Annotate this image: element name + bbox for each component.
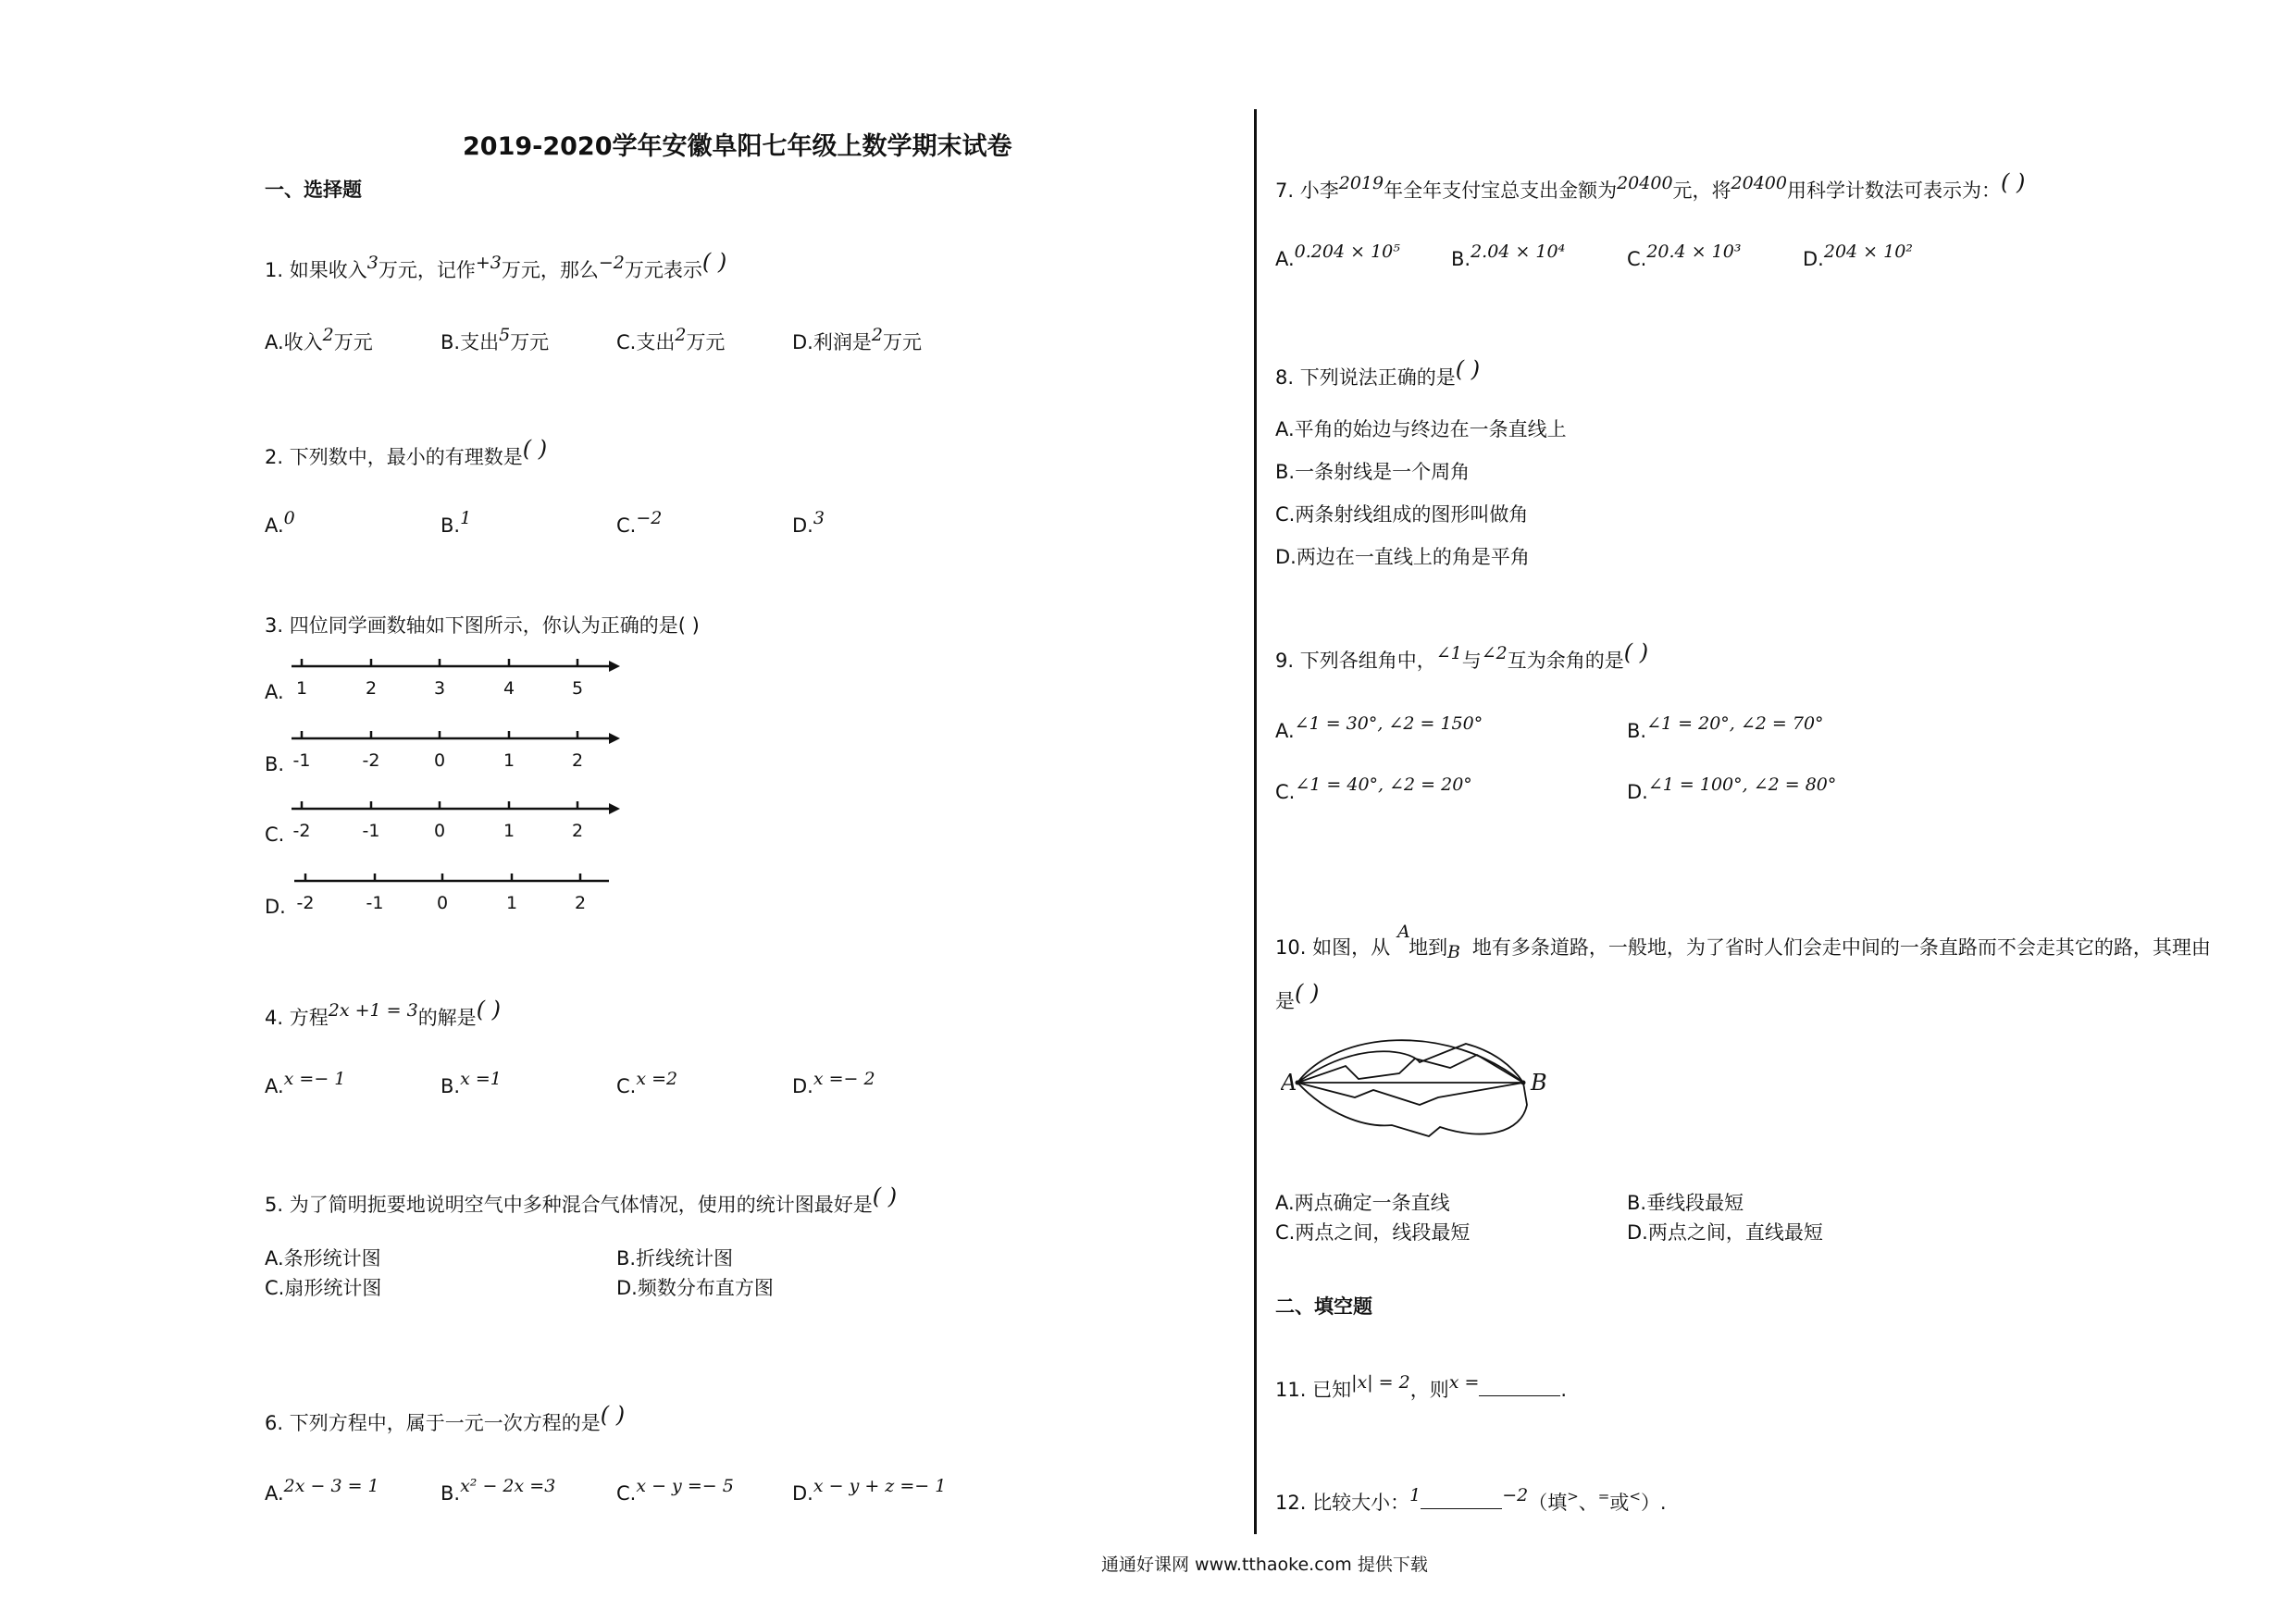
q9-option-d[interactable]: D.∠1 = 100°, ∠2 = 80°: [1627, 774, 1837, 803]
q2-option-b[interactable]: B.1: [441, 508, 472, 537]
question-10-line2: 是( ): [1275, 980, 1320, 1012]
tick-label: 0: [433, 750, 446, 771]
tick-label: 1: [503, 750, 515, 771]
q10-option-d[interactable]: D.两点之间，直线最短: [1627, 1221, 1823, 1244]
q1-option-c[interactable]: C.支出2万元: [616, 325, 726, 353]
q10-option-b[interactable]: B.垂线段最短: [1627, 1192, 1744, 1214]
q4-option-d[interactable]: D.x =− 2: [792, 1069, 875, 1097]
question-7: 7. 小李2019年全年支付宝总支出金额为20400元，将20400用科学计数法可表示为：( ): [1275, 169, 2026, 202]
q3-option-a-label[interactable]: A.: [265, 681, 284, 703]
footer-credit: 通通好课网 www.tthaoke.com 提供下载: [1101, 1555, 1428, 1575]
answer-blank[interactable]: [1479, 1377, 1560, 1396]
page-title: 2019-2020学年安徽阜阳七年级上数学期末试卷: [463, 132, 1012, 161]
tick-label: -1: [366, 893, 384, 913]
tick-label: -2: [296, 893, 315, 913]
section-heading-choice: 一、选择题: [265, 179, 362, 201]
q3-number-line-b: [287, 722, 620, 777]
q3-option-d-label[interactable]: D.: [265, 896, 286, 918]
point-a-label: A: [1281, 1070, 1297, 1096]
tick-label: 2: [365, 678, 378, 699]
q10-math-a: A: [1397, 922, 1410, 942]
q3-number-line-d: [287, 864, 620, 920]
q1-option-d[interactable]: D.利润是2万元: [792, 325, 922, 353]
tick-label: 5: [571, 678, 584, 699]
q5-option-c[interactable]: C.扇形统计图: [265, 1277, 382, 1299]
tick-label: 0: [436, 893, 449, 913]
question-2: 2. 下列数中，最小的有理数是( ): [265, 436, 548, 468]
q10-math-b: B: [1447, 942, 1460, 962]
q5-option-d[interactable]: D.频数分布直方图: [616, 1277, 774, 1299]
q2-option-d[interactable]: D.3: [792, 508, 825, 537]
question-8: 8. 下列说法正确的是( ): [1275, 356, 1481, 389]
q1-option-b[interactable]: B.支出5万元: [441, 325, 550, 353]
q7-option-b[interactable]: B.2.04 × 10⁴: [1451, 242, 1566, 270]
q3-option-b-label[interactable]: B.: [265, 753, 285, 775]
q10-option-a[interactable]: A.两点确定一条直线: [1275, 1192, 1450, 1214]
q7-option-a[interactable]: A.0.204 × 10⁵: [1275, 242, 1400, 270]
q1-option-a[interactable]: A.收入2万元: [265, 325, 373, 353]
q7-option-c[interactable]: C.20.4 × 10³: [1627, 242, 1742, 270]
question-9: 9. 下列各组角中，∠1与∠2互为余角的是( ): [1275, 639, 1649, 672]
q6-option-d[interactable]: D.x − y + z =− 1: [792, 1476, 947, 1505]
q9-option-a[interactable]: A.∠1 = 30°, ∠2 = 150°: [1275, 713, 1483, 742]
tick-label: 3: [433, 678, 446, 699]
q2-option-a[interactable]: A.0: [265, 508, 295, 537]
q3-number-line-a: [287, 650, 620, 705]
q5-option-b[interactable]: B.折线统计图: [616, 1247, 734, 1270]
question-1: 1. 如果收入3万元，记作+3万元，那么−2万元表示( ): [265, 249, 727, 281]
question-11: 11. 已知|x| = 2，则x = .: [1275, 1372, 1568, 1401]
question-5: 5. 为了简明扼要地说明空气中多种混合气体情况，使用的统计图最好是( ): [265, 1183, 898, 1216]
q6-option-c[interactable]: C.x − y =− 5: [616, 1476, 734, 1505]
question-12: 12. 比较大小：1 −2（填>、=或<）.: [1275, 1485, 1667, 1514]
tick-label: 2: [571, 821, 584, 841]
section-heading-fill: 二、填空题: [1275, 1295, 1372, 1318]
q4-option-b[interactable]: B.x =1: [441, 1069, 502, 1097]
q9-option-b[interactable]: B.∠1 = 20°, ∠2 = 70°: [1627, 713, 1824, 742]
point-b-label: B: [1531, 1070, 1547, 1096]
q8-option-d[interactable]: D.两边在一直线上的角是平角: [1275, 546, 1530, 568]
q4-option-a[interactable]: A.x =− 1: [265, 1069, 346, 1097]
q9-option-c[interactable]: C.∠1 = 40°, ∠2 = 20°: [1275, 774, 1472, 803]
tick-label: -1: [292, 750, 311, 771]
tick-label: 4: [503, 678, 515, 699]
question-10: 10. 如图，从 地到 地有多条道路，一般地，为了省时人们会走中间的一条直路而不会走其它的路，其理由: [1275, 936, 2211, 959]
q3-option-c-label[interactable]: C.: [265, 824, 285, 846]
tick-label: -2: [292, 821, 311, 841]
q3-number-line-c: [287, 792, 620, 848]
tick-label: 1: [503, 821, 515, 841]
tick-label: 1: [295, 678, 308, 699]
question-6: 6. 下列方程中，属于一元一次方程的是( ): [265, 1402, 626, 1434]
q8-option-b[interactable]: B.一条射线是一个周角: [1275, 461, 1471, 483]
answer-blank[interactable]: [1421, 1490, 1502, 1509]
tick-label: 0: [433, 821, 446, 841]
q10-roads-figure: [1281, 1022, 1558, 1160]
column-divider: [1254, 109, 1257, 1534]
q10-option-c[interactable]: C.两点之间，线段最短: [1275, 1221, 1471, 1244]
q8-option-a[interactable]: A.平角的始边与终边在一条直线上: [1275, 418, 1567, 440]
q6-option-b[interactable]: B.x² − 2x =3: [441, 1476, 556, 1505]
tick-label: -2: [362, 750, 380, 771]
question-4: 4. 方程2x +1 = 3的解是( ): [265, 997, 502, 1029]
q2-option-c[interactable]: C.−2: [616, 508, 663, 537]
question-3: 3. 四位同学画数轴如下图所示，你认为正确的是( ): [265, 614, 700, 637]
q6-option-a[interactable]: A.2x − 3 = 1: [265, 1476, 379, 1505]
tick-label: 1: [505, 893, 518, 913]
q7-option-d[interactable]: D.204 × 10²: [1803, 242, 1913, 270]
q8-option-c[interactable]: C.两条射线组成的图形叫做角: [1275, 503, 1529, 526]
tick-label: 2: [574, 893, 587, 913]
tick-label: 2: [571, 750, 584, 771]
q4-option-c[interactable]: C.x =2: [616, 1069, 678, 1097]
q5-option-a[interactable]: A.条形统计图: [265, 1247, 381, 1270]
tick-label: -1: [362, 821, 380, 841]
